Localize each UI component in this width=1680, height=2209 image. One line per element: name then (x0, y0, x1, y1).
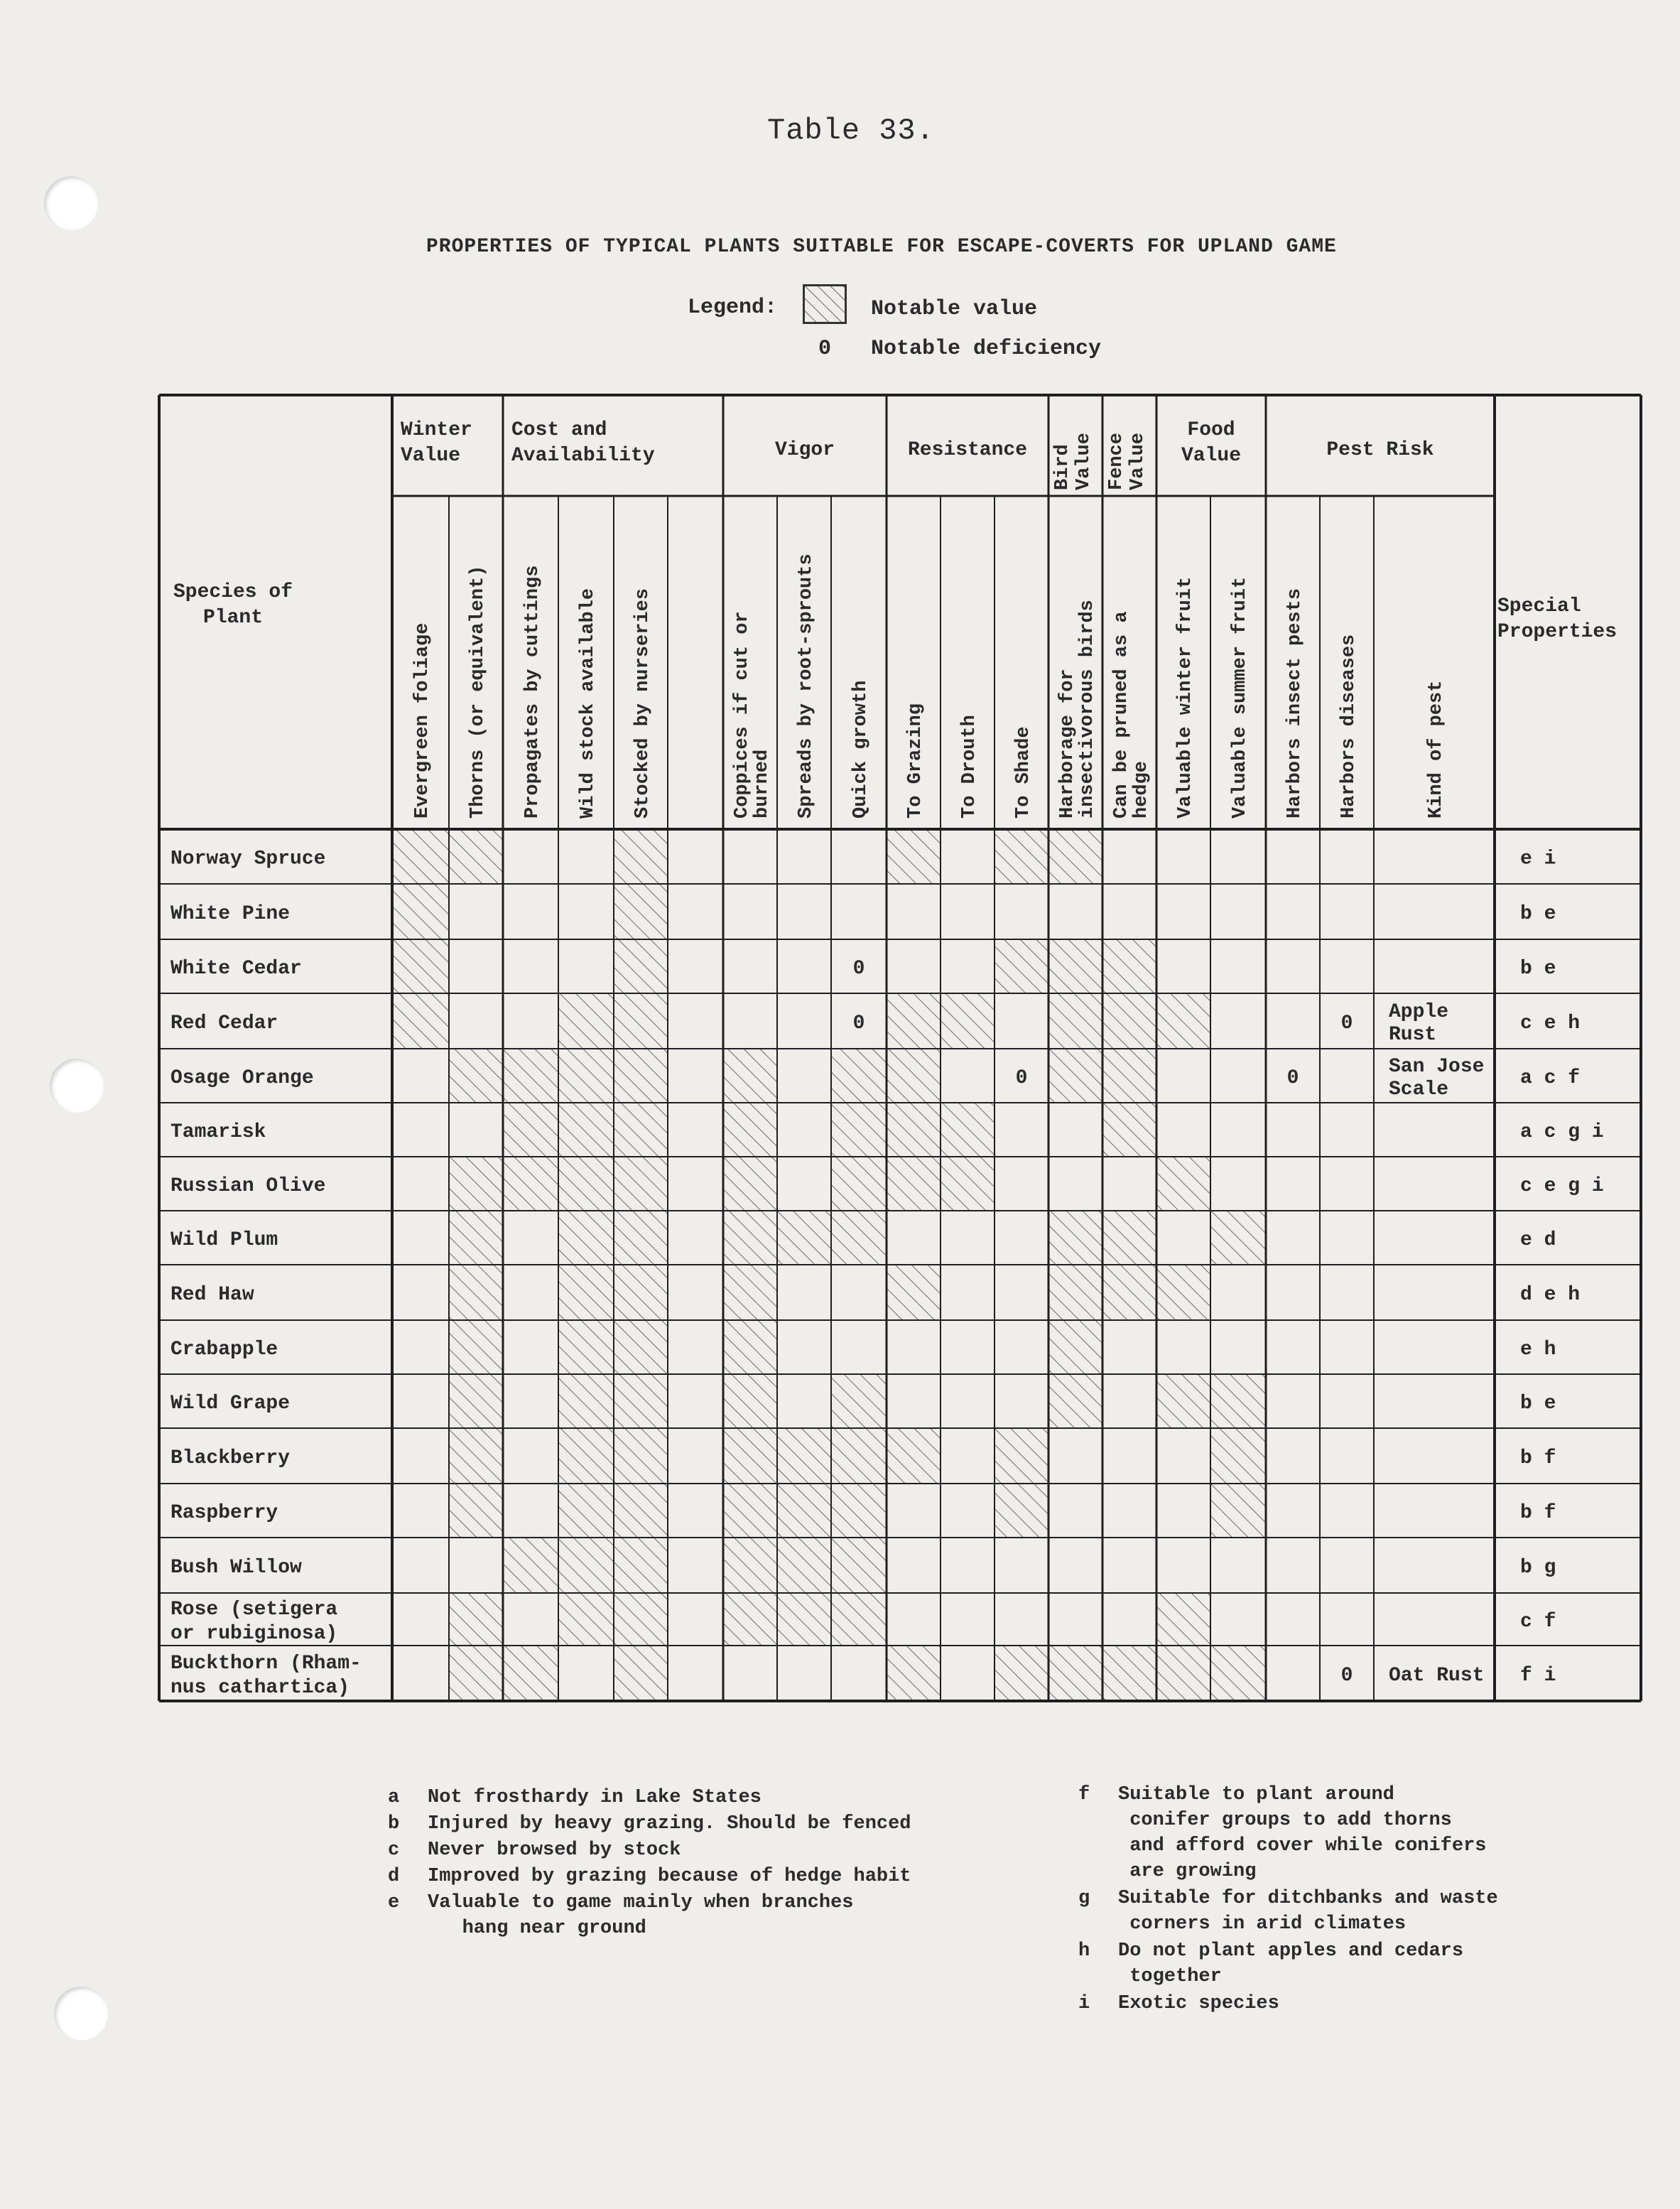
notable-value-cell (449, 1593, 503, 1646)
notable-value-cell (1156, 1593, 1210, 1646)
notable-value-cell (777, 1211, 831, 1265)
notable-value-cell (614, 884, 668, 939)
footnote (388, 1890, 854, 1941)
notable-value-cell (558, 1538, 614, 1593)
column-header-label: To Grazing (905, 703, 926, 819)
notable-value-cell (1102, 1049, 1156, 1103)
special-properties-code: b f (1520, 1502, 1556, 1524)
notable-value-cell (1048, 1374, 1102, 1428)
notable-value-cell (503, 1049, 558, 1103)
footnote (1078, 1991, 1279, 2016)
column-header-label: Thorns (or equivalent) (467, 565, 489, 819)
plant-name: Blackberry (170, 1447, 291, 1469)
notable-value-cell (1156, 993, 1210, 1049)
pest-kind: Apple (1389, 1001, 1449, 1023)
notable-value-cell (995, 829, 1048, 884)
footnote (1078, 1938, 1463, 1989)
notable-value-cell (449, 1320, 503, 1374)
notable-value-cell (1210, 1428, 1266, 1484)
notable-value-cell (1102, 993, 1156, 1049)
notable-value-cell (449, 1049, 503, 1103)
notable-value-cell (558, 1374, 614, 1428)
special-properties-code: b f (1520, 1447, 1556, 1469)
notable-value-cell (1102, 1211, 1156, 1265)
notable-value-cell (887, 1646, 941, 1701)
pest-kind: Oat Rust (1389, 1665, 1485, 1687)
notable-value-cell (558, 1265, 614, 1320)
notable-value-cell (723, 1374, 777, 1428)
plant-name: Crabapple (170, 1339, 278, 1361)
notable-value-cell (995, 1484, 1048, 1538)
group-header-label: Pest Risk (1326, 439, 1434, 461)
notable-deficiency-mark: 0 (852, 958, 865, 980)
notable-value-cell (558, 1593, 614, 1646)
column-header-label: To Shade (1013, 726, 1034, 819)
species-header: Species of (173, 581, 293, 603)
notable-value-cell (1156, 1265, 1210, 1320)
notable-value-cell (941, 1157, 995, 1211)
special-properties-code: e h (1520, 1339, 1556, 1361)
footnote-text: Valuable to game mainly when branches hang near ground (428, 1892, 854, 1939)
plant-name: Red Haw (170, 1284, 254, 1306)
notable-value-cell (614, 1538, 668, 1593)
notable-value-cell (1156, 1157, 1210, 1211)
notable-value-cell (723, 1211, 777, 1265)
notable-value-cell (1102, 1265, 1156, 1320)
notable-value-cell (392, 829, 449, 884)
notable-value-cell (392, 939, 449, 993)
notable-value-cell (777, 1484, 831, 1538)
notable-value-cell (887, 993, 941, 1049)
plant-name: Red Cedar (170, 1012, 278, 1035)
footnote-text: Suitable to plant around conifer groups to add thorns and afford cover while conifers are growing (1118, 1784, 1487, 1882)
notable-value-cell (614, 1211, 668, 1265)
group-header-label: Value (1073, 432, 1095, 490)
notable-value-cell (614, 939, 668, 993)
column-header-label: Spreads by root-sprouts (796, 553, 817, 819)
notable-value-cell (558, 1103, 614, 1157)
special-properties-code: b e (1520, 903, 1556, 925)
footnote-key: b (388, 1813, 400, 1835)
notable-value-cell (1048, 1211, 1102, 1265)
notable-value-cell (831, 1538, 887, 1593)
legend-zero-symbol: 0 (818, 337, 832, 361)
footnote-text: Do not plant apples and cedars together (1118, 1940, 1464, 1987)
notable-value-cell (1048, 1646, 1102, 1701)
notable-value-cell (723, 1049, 777, 1103)
notable-value-cell (392, 993, 449, 1049)
column-header-label: Valuable summer fruit (1230, 576, 1251, 819)
group-header-label: Value (1127, 432, 1149, 490)
column-header-label: Quick growth (850, 680, 872, 819)
notable-value-cell (777, 1428, 831, 1484)
special-properties-code: d e h (1520, 1284, 1581, 1306)
footnote-text: Injured by heavy grazing. Should be fenced (428, 1813, 911, 1835)
notable-value-cell (614, 1646, 668, 1701)
binder-hole-bottom (54, 1987, 108, 2041)
plant-name: White Pine (170, 903, 291, 925)
plant-name: Rose (setigera (170, 1599, 338, 1621)
plant-name: Wild Plum (170, 1229, 278, 1251)
notable-value-cell (887, 1428, 941, 1484)
notable-value-cell (1102, 1103, 1156, 1157)
notable-value-cell (449, 1428, 503, 1484)
notable-value-cell (1210, 1484, 1266, 1538)
plant-name: Tamarisk (170, 1121, 266, 1143)
notable-value-cell (449, 1646, 503, 1701)
legend-notable-value: Notable value (871, 297, 1038, 321)
notable-value-cell (723, 1265, 777, 1320)
special-properties-code: b e (1520, 1393, 1556, 1415)
notable-value-cell (1048, 1049, 1102, 1103)
column-header-label: Coppices if cut or (732, 611, 753, 819)
notable-value-cell (995, 939, 1048, 993)
footnote (1078, 1886, 1498, 1937)
special-properties-header: Special (1497, 595, 1581, 617)
notable-value-cell (831, 1484, 887, 1538)
notable-value-cell (1048, 993, 1102, 1049)
notable-value-cell (558, 1157, 614, 1211)
footnote (388, 1864, 911, 1889)
notable-deficiency-mark: 0 (1340, 1012, 1353, 1035)
notable-value-cell (723, 1593, 777, 1646)
legend-label: Legend: (688, 296, 778, 320)
notable-deficiency-mark: 0 (852, 1012, 865, 1035)
notable-value-cell (614, 1320, 668, 1374)
notable-value-cell (558, 1484, 614, 1538)
column-header-label: Harborage for (1057, 669, 1078, 819)
special-properties-code: a c f (1520, 1067, 1581, 1089)
plant-name: White Cedar (170, 958, 302, 980)
special-properties-code: c e h (1520, 1012, 1581, 1035)
notable-value-cell (1156, 1646, 1210, 1701)
notable-value-cell (614, 1265, 668, 1320)
notable-value-cell (449, 1374, 503, 1428)
notable-value-cell (1048, 1320, 1102, 1374)
footnote-key: c (388, 1840, 400, 1861)
notable-value-cell (614, 993, 668, 1049)
footnote-key: i (1078, 1993, 1090, 2014)
notable-value-cell (1048, 829, 1102, 884)
column-header-label: To Drouth (959, 715, 980, 819)
notable-value-cell (558, 1211, 614, 1265)
special-properties-code: a c g i (1520, 1121, 1604, 1143)
column-header-label: hedge (1131, 760, 1152, 819)
notable-value-cell (1156, 1374, 1210, 1428)
plant-name: Raspberry (170, 1502, 278, 1524)
notable-value-cell (614, 1428, 668, 1484)
footnote-text: Exotic species (1118, 1993, 1279, 2014)
notable-value-cell (449, 1211, 503, 1265)
footnote (1078, 1782, 1486, 1884)
notable-value-cell (723, 1428, 777, 1484)
group-header-label: Vigor (774, 439, 835, 461)
notable-value-cell (831, 1157, 887, 1211)
footnote (388, 1837, 681, 1863)
notable-value-cell (614, 1374, 668, 1428)
column-header-label: Can be pruned as a (1111, 611, 1132, 819)
group-header-label: Winter (401, 419, 472, 441)
notable-value-cell (1048, 1265, 1102, 1320)
notable-value-cell (1102, 1646, 1156, 1701)
notable-value-cell (614, 829, 668, 884)
notable-value-cell (723, 1157, 777, 1211)
notable-value-cell (723, 1484, 777, 1538)
column-header-label: Harbors diseases (1338, 634, 1360, 819)
notable-value-cell (1210, 1211, 1266, 1265)
notable-value-cell (995, 1646, 1048, 1701)
plant-name: Osage Orange (170, 1067, 314, 1089)
notable-value-cell (995, 1428, 1048, 1484)
footnote-key: e (388, 1892, 400, 1913)
notable-value-cell (558, 993, 614, 1049)
table-number: Table 33. (767, 114, 935, 148)
notable-value-cell (723, 1103, 777, 1157)
notable-value-cell (831, 1211, 887, 1265)
column-header-label: Stocked by nurseries (632, 588, 654, 819)
pest-kind: Rust (1389, 1024, 1437, 1046)
special-properties-code: c f (1520, 1611, 1556, 1633)
group-header-label: Value (401, 445, 461, 467)
plant-name: nus cathartica) (170, 1677, 350, 1699)
notable-value-cell (777, 1593, 831, 1646)
notable-deficiency-mark: 0 (1340, 1665, 1353, 1687)
notable-value-cell (558, 1428, 614, 1484)
special-properties-code: b g (1520, 1557, 1556, 1579)
column-header-label: insectivorous birds (1077, 600, 1098, 819)
notable-value-cell (887, 829, 941, 884)
notable-value-cell (558, 1049, 614, 1103)
notable-value-cell (887, 1103, 941, 1157)
notable-value-cell (614, 1103, 668, 1157)
group-header-label: Value (1181, 445, 1242, 467)
notable-value-cell (1102, 939, 1156, 993)
group-header-label: Food (1187, 419, 1235, 441)
page-title: PROPERTIES OF TYPICAL PLANTS SUITABLE FOR ESCAPE-COVERTS FOR UPLAND GAME (426, 236, 1337, 258)
notable-value-cell (449, 829, 503, 884)
notable-value-cell (777, 1538, 831, 1593)
notable-value-cell (449, 1157, 503, 1211)
special-properties-code: b e (1520, 958, 1556, 980)
notable-value-cell (831, 1428, 887, 1484)
notable-value-cell (887, 1157, 941, 1211)
species-header: Plant (202, 607, 264, 629)
notable-value-cell (831, 1049, 887, 1103)
notable-value-cell (392, 884, 449, 939)
footnote-key: g (1078, 1888, 1090, 1909)
plant-name: or rubiginosa) (170, 1623, 338, 1645)
footnote-key: a (388, 1787, 400, 1808)
special-properties-header: Properties (1497, 621, 1617, 643)
notable-value-cell (558, 1320, 614, 1374)
column-header-label: Harbors insect pests (1284, 588, 1306, 819)
pest-kind: San Jose (1389, 1056, 1485, 1078)
group-header-label: Fence (1106, 432, 1127, 490)
notable-value-cell (449, 1265, 503, 1320)
special-properties-code: c e g i (1520, 1175, 1604, 1197)
plant-name: Norway Spruce (170, 848, 326, 870)
notable-value-cell (831, 1103, 887, 1157)
footnote (388, 1811, 911, 1837)
notable-value-cell (887, 1049, 941, 1103)
column-header-label: Propagates by cuttings (522, 565, 543, 819)
legend-notable-deficiency: Notable deficiency (871, 337, 1102, 361)
plant-name: Wild Grape (170, 1393, 291, 1415)
notable-value-cell (887, 1265, 941, 1320)
notable-value-cell (503, 1538, 558, 1593)
notable-value-cell (831, 1593, 887, 1646)
column-header-label: Kind of pest (1426, 680, 1447, 819)
footnote-key: d (388, 1866, 400, 1887)
notable-value-cell (614, 1157, 668, 1211)
group-header-label: Availability (511, 445, 655, 467)
notable-value-cell (614, 1484, 668, 1538)
column-header-label: burned (752, 749, 773, 819)
notable-value-cell (614, 1593, 668, 1646)
notable-value-cell (1210, 1646, 1266, 1701)
notable-value-cell (503, 1646, 558, 1701)
footnote-key: f (1078, 1784, 1090, 1805)
notable-value-cell (1210, 1374, 1266, 1428)
notable-value-cell (941, 1103, 995, 1157)
special-properties-code: e d (1520, 1229, 1556, 1251)
notable-value-cell (614, 1049, 668, 1103)
special-properties-code: e i (1520, 848, 1556, 870)
notable-value-cell (503, 1103, 558, 1157)
plant-name: Bush Willow (170, 1557, 302, 1579)
notable-value-cell (449, 1484, 503, 1538)
footnote-text: Never browsed by stock (428, 1840, 681, 1861)
footnote-text: Improved by grazing because of hedge habit (428, 1866, 911, 1887)
pest-kind: Scale (1389, 1079, 1449, 1101)
column-header-label: Valuable winter fruit (1175, 576, 1196, 819)
footnote-text: Suitable for ditchbanks and waste corners in arid climates (1118, 1888, 1498, 1935)
column-header-label: Evergreen foliage (412, 622, 433, 819)
notable-deficiency-mark: 0 (1015, 1067, 1028, 1089)
notable-value-cell (723, 1538, 777, 1593)
notable-value-cell (831, 1374, 887, 1428)
group-header-label: Resistance (907, 439, 1028, 461)
notable-deficiency-mark: 0 (1286, 1067, 1299, 1089)
footnote (388, 1785, 762, 1810)
group-header-label: Cost and (511, 419, 607, 441)
notable-value-cell (941, 993, 995, 1049)
footnote-key: h (1078, 1940, 1090, 1962)
footnote-text: Not frosthardy in Lake States (428, 1787, 762, 1808)
plant-name: Buckthorn (Rham- (170, 1653, 362, 1675)
special-properties-code: f i (1520, 1665, 1556, 1687)
column-header-label: Wild stock available (578, 588, 599, 819)
notable-value-cell (1048, 939, 1102, 993)
notable-value-cell (723, 1320, 777, 1374)
notable-value-cell (503, 1157, 558, 1211)
group-header-label: Bird (1052, 444, 1073, 490)
plant-name: Russian Olive (170, 1175, 326, 1197)
